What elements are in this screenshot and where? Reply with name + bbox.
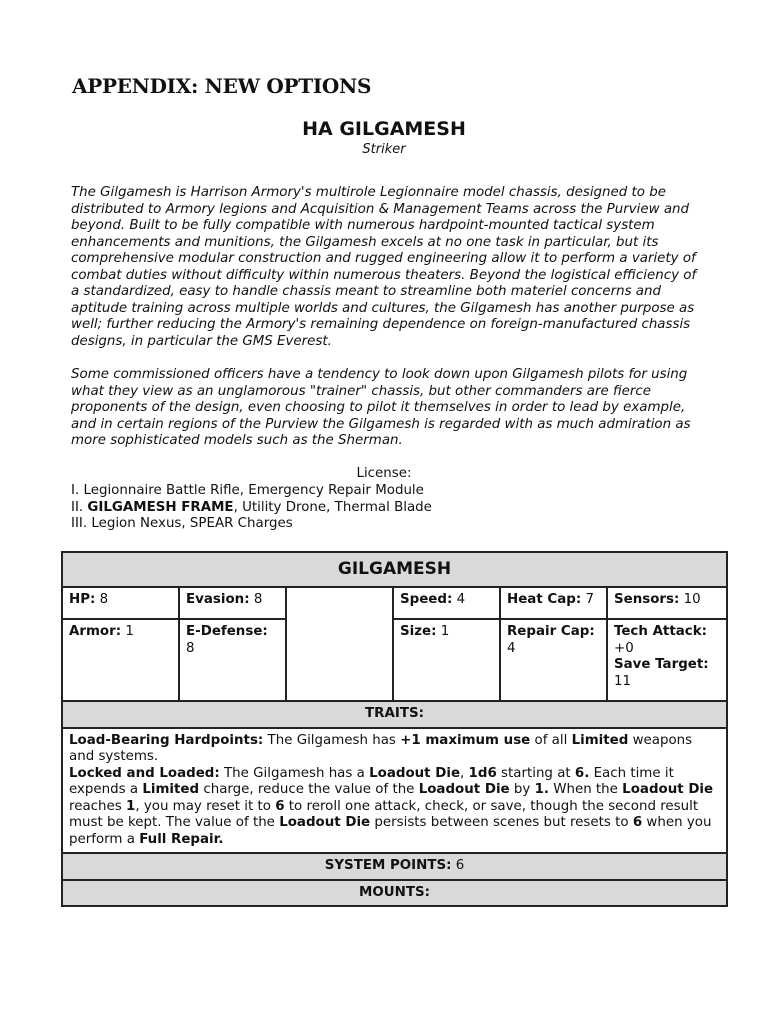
size-stat: Size: 1 <box>393 619 500 701</box>
license-rank-2: II. GILGAMESH FRAME, Utility Drone, Thermal Blade <box>71 499 432 515</box>
repair-cap-stat: Repair Cap: 4 <box>500 619 607 701</box>
traits-body <box>62 728 727 854</box>
sensors-stat: Sensors: 10 <box>607 587 727 619</box>
license-list <box>71 483 432 533</box>
license-rank-3: III. Legion Nexus, SPEAR Charges <box>71 516 293 531</box>
description-paragraph: The Gilgamesh is Harrison Armory's multirole Legionnaire model chassis, designed to be distributed to Armory legions and Acquisition & Management Teams across the Purview and beyond. Built to be fully compatible with numerous hardpoint-mounted tactical system enhancements and munitions, the Gilgamesh excels at no one task in particular, but its comprehensive modular construction and rugged engineering allow it to perform a variety of combat duties without difficulty within numerous theaters. Beyond the logistical efficiency of a standardized, easy to handle chassis meant to streamline both materiel concerns and aptitude training across multiple worlds and cultures, the Gilgamesh has another purpose as well; further reducing the Armory's remaining dependence on foreign-manufactured chassis designs, in particular the GMS Everest. <box>71 185 697 349</box>
hp-stat: HP: 8 <box>62 587 179 619</box>
speed-stat: Speed: 4 <box>393 587 500 619</box>
armor-stat: Armor: 1 <box>62 619 179 701</box>
frame-title: HA GILGAMESH <box>302 118 466 140</box>
trait-locked-and-loaded: Locked and Loaded: The Gilgamesh has a Loadout Die, 1d6 starting at 6. Each time it expends a Limited charge, reduce the value of the Loadout Die by 1. When the Loadout Die reaches 1, you may reset it to 6 to reroll one attack, check, or save, though the second result must be kept. The value of the Loadout Die persists between scenes but resets to 6 when you perform a Full Repair. <box>69 765 714 847</box>
heat-cap-stat: Heat Cap: 7 <box>500 587 607 619</box>
empty-cell <box>286 587 393 701</box>
appendix-heading: APPENDIX: NEW OPTIONS <box>72 74 372 98</box>
stat-block-table <box>61 551 728 907</box>
tech-attack-save-target-stat: Tech Attack: +0 Save Target: 11 <box>607 619 727 701</box>
traits-header: TRAITS: <box>62 701 727 728</box>
frame-role: Striker <box>362 142 406 157</box>
system-points-row: SYSTEM POINTS: 6 <box>62 853 727 880</box>
trait-load-bearing-hardpoints: Load-Bearing Hardpoints: The Gilgamesh has +1 maximum use of all Limited weapons and systems. <box>69 732 693 764</box>
mounts-header: MOUNTS: <box>62 880 727 907</box>
e-defense-stat: E-Defense: 8 <box>179 619 286 701</box>
evasion-stat: Evasion: 8 <box>179 587 286 619</box>
license-heading: License: <box>356 466 412 481</box>
license-rank-1: I. Legionnaire Battle Rifle, Emergency Repair Module <box>71 483 424 498</box>
stat-block-title: GILGAMESH <box>62 552 727 587</box>
description-paragraph: Some commissioned officers have a tendency to look down upon Gilgamesh pilots for using what they view as an unglamorous "trainer" chassis, but other commanders are fierce proponents of the design, even choosing to pilot it themselves in order to lead by example, and in certain regions of the Purview the Gilgamesh is regarded with as much admiration as more sophisticated models such as the Sherman. <box>71 367 691 448</box>
